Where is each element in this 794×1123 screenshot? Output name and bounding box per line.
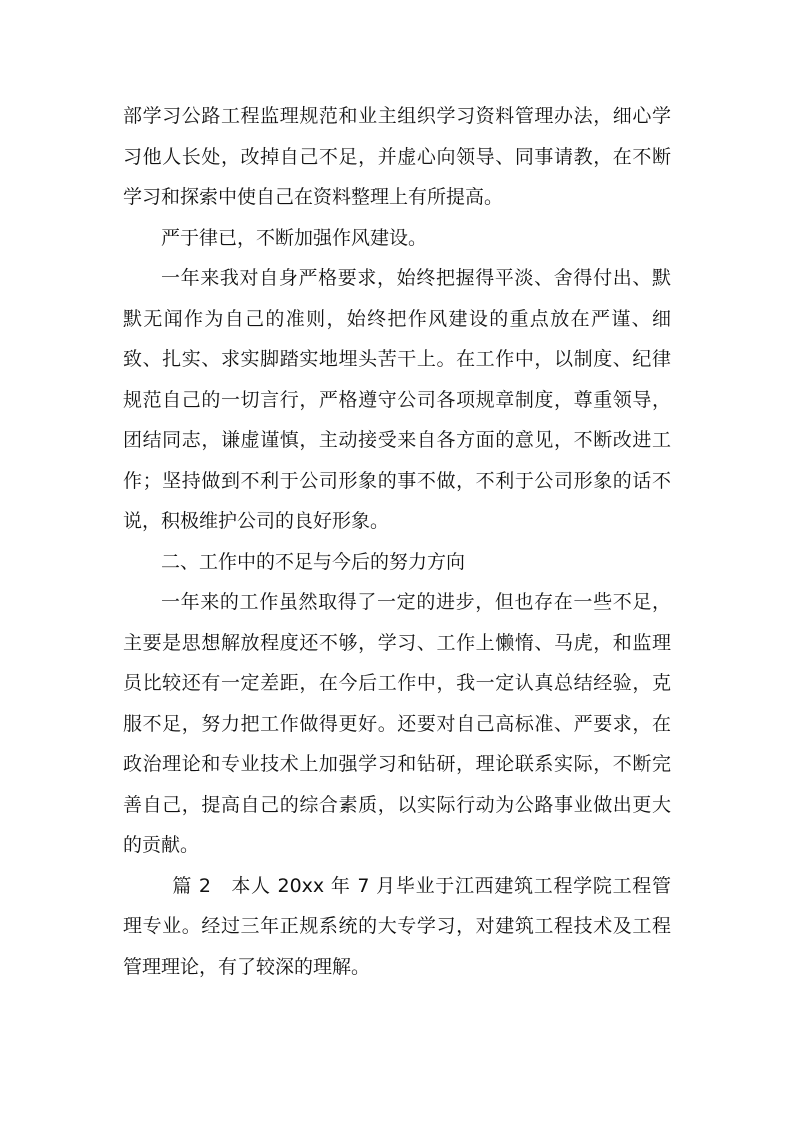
paragraph-study-continuation: 部学习公路工程监理规范和业主组织学习资料管理办法，细心学习他人长处，改掉自己不足，并虚心向领导、同事请教，在不断学习和探索中使自己在资料整理上有所提高。 [123,105,671,208]
document-body [123,96,671,987]
paragraph-part-2-intro: 篇 2 本人 20xx 年 7 月毕业于江西建筑工程学院工程管理专业。经过三年正规系统的大专学习，对建筑工程技术及工程管理理论，有了较深的理解。 [123,874,671,978]
paragraph-work-style: 一年来我对自身严格要求，始终把握得平淡、舍得付出、默默无闻作为自己的准则，始终把作风建设的重点放在严谨、细致、扎实、求实脚踏实地埋头苦干上。在工作中，以制度、纪律规范自己的一切言行，严格遵守公司各项规章制度，尊重领导，团结同志，谦虚谨慎，主动接受来自各方面的意见，不断改进工作；坚持做到不利于公司形象的事不做，不利于公司形象的话不说，积极维护公司的良好形象。 [123,267,671,532]
section-heading-shortcomings: 二、工作中的不足与今后的努力方向 [161,550,466,573]
paragraph-shortcomings: 一年来的工作虽然取得了一定的进步，但也存在一些不足，主要是思想解放程度还不够，学习、工作上懒惰、马虎，和监理员比较还有一定差距，在今后工作中，我一定认真总结经验，克服不足，努力把工作做得更好。还要对自己高标准、严要求，在政治理论和专业技术上加强学习和钻研，理论联系实际，不断完善自己，提高自己的综合素质，以实际行动为公路事业做出更大的贡献。 [123,591,671,856]
paragraph-heading-self-discipline: 严于律已，不断加强作风建设。 [161,226,428,249]
